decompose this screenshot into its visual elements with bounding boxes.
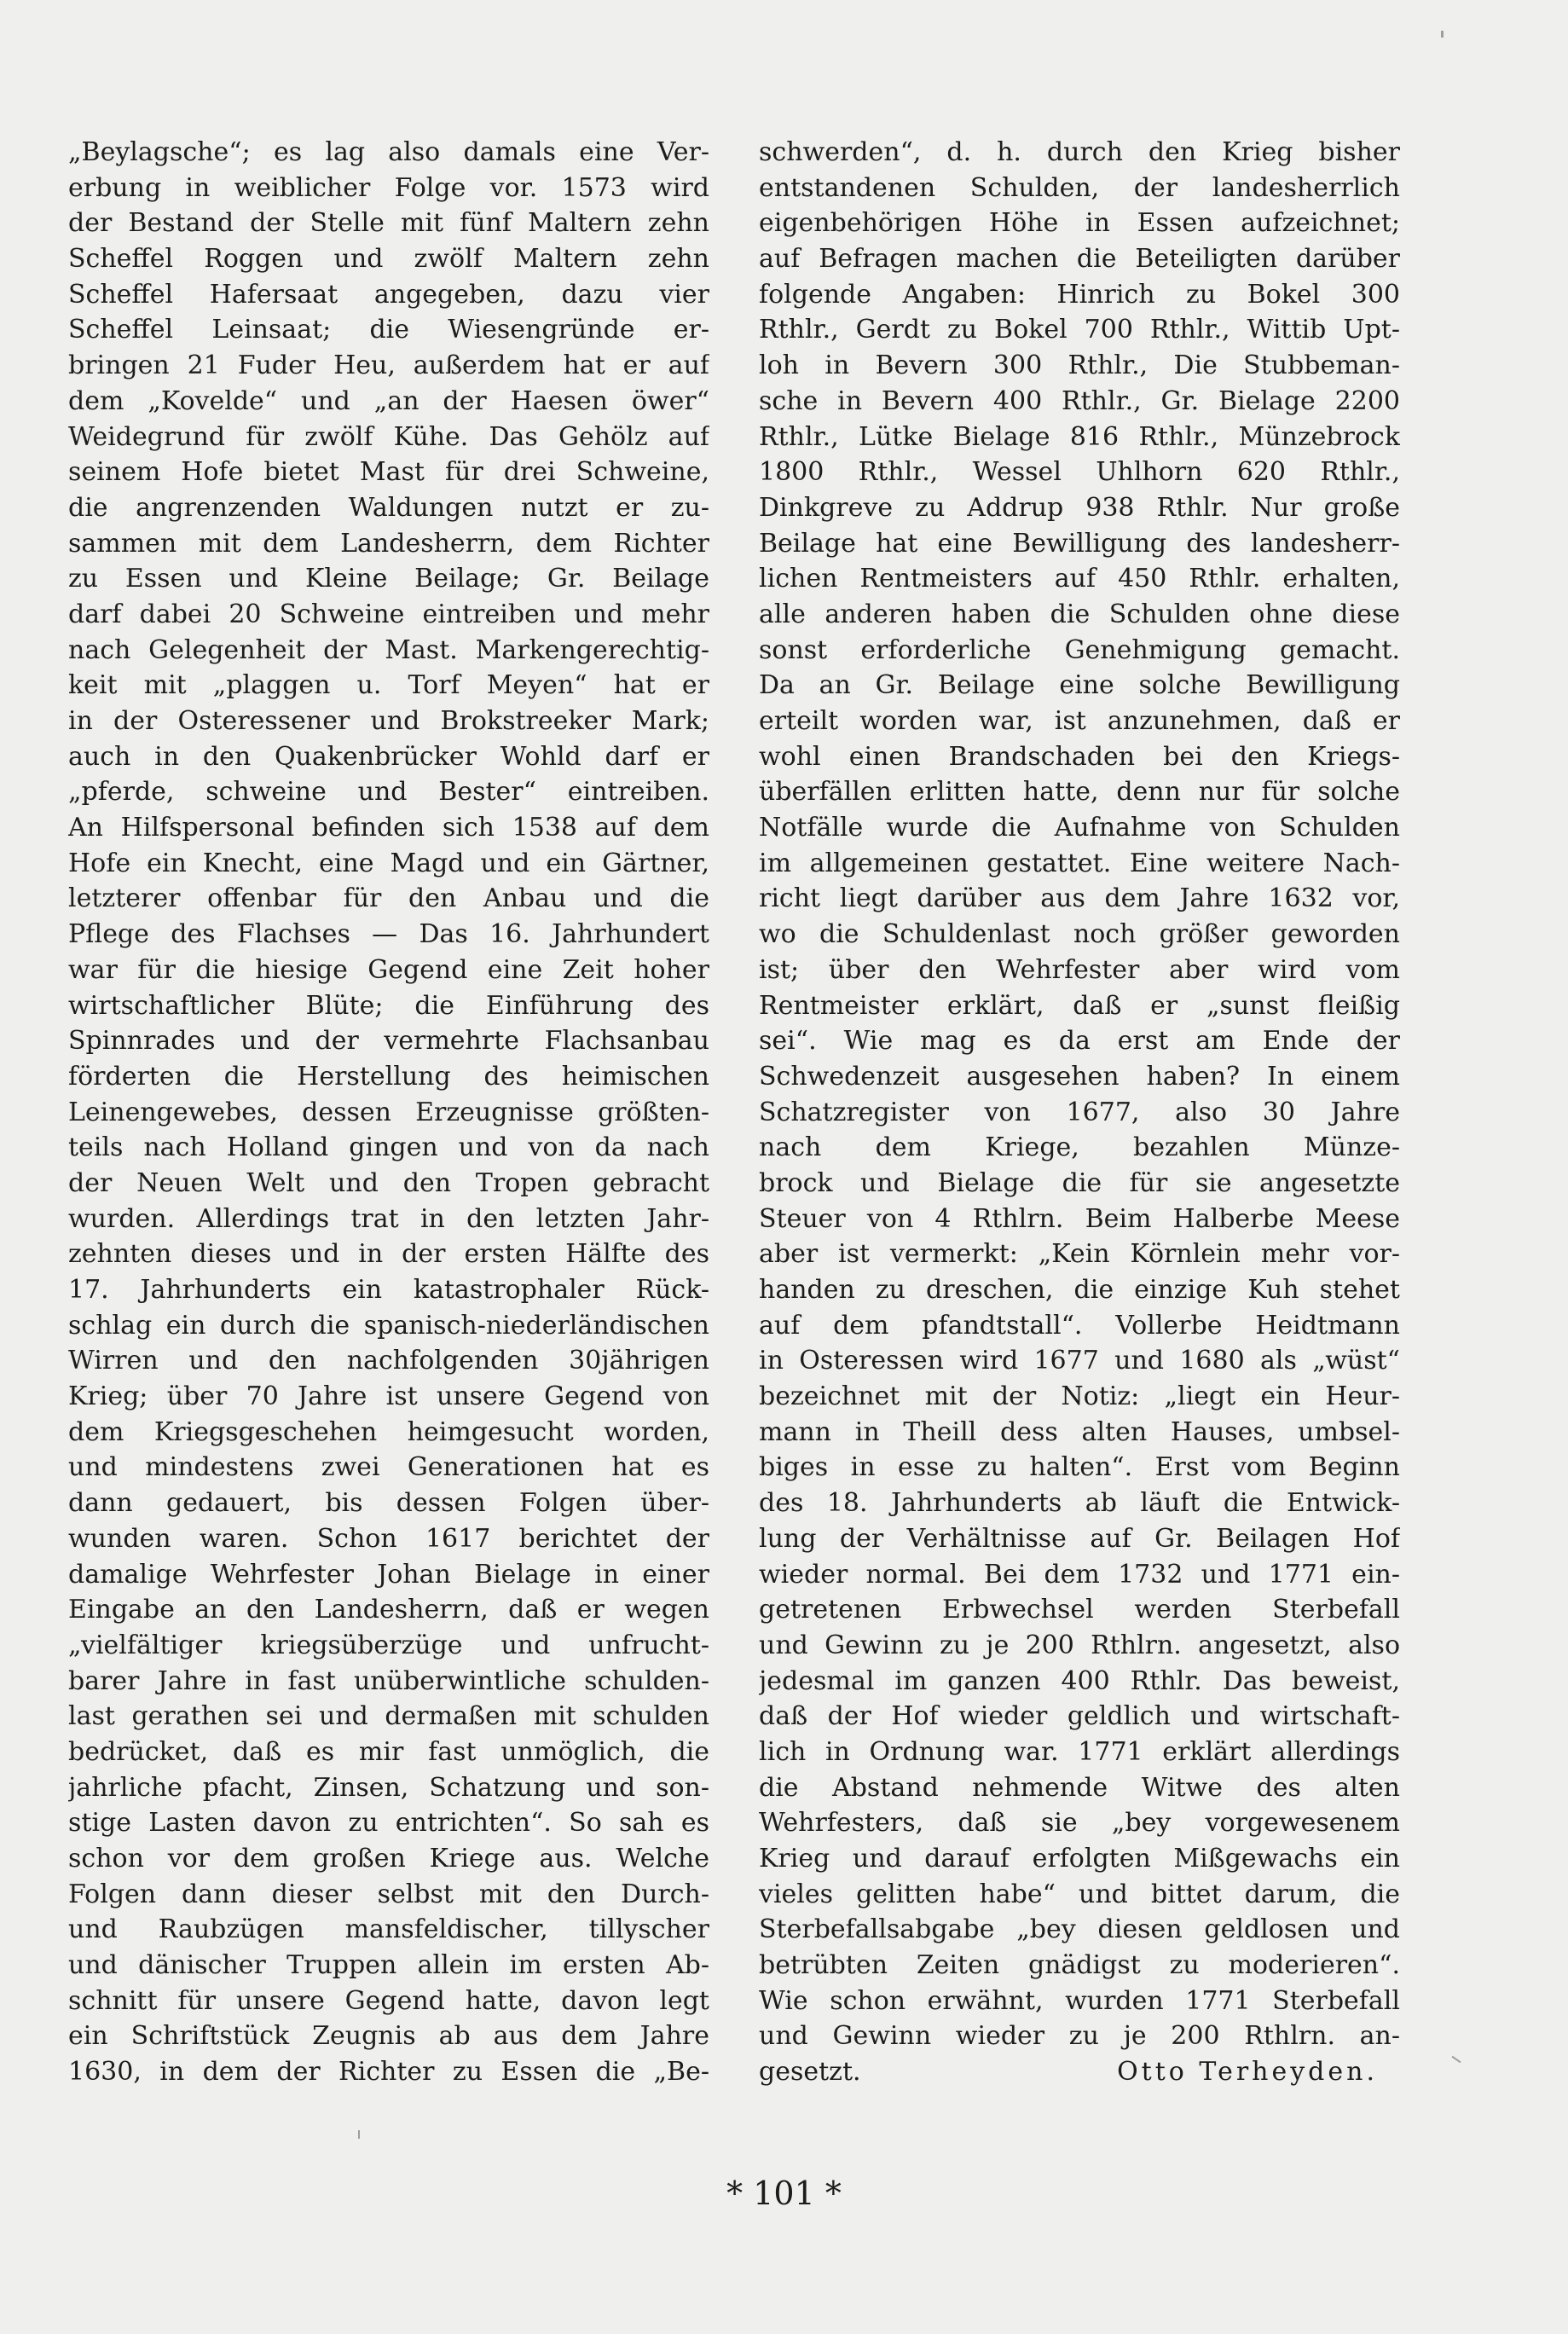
text-line: und Gewinn wieder zu je 200 Rthlrn. an- bbox=[759, 2021, 1400, 2052]
text-line: lichen Rentmeisters auf 450 Rthlr. erhalten, bbox=[759, 564, 1400, 594]
text-line: Rthlr., Lütke Bielage 816 Rthlr., Münzebrock bbox=[759, 421, 1400, 452]
text-line: ein Schriftstück Zeugnis ab aus dem Jahre bbox=[68, 2021, 709, 2052]
text-line: 1630, in dem der Richter zu Essen die „Be- bbox=[68, 2057, 709, 2088]
article-column-left bbox=[68, 135, 709, 2090]
text-line: des 18. Jahrhunderts ab läuft die Entwick- bbox=[759, 1488, 1400, 1519]
text-line: darf dabei 20 Schweine eintreiben und mehr bbox=[68, 599, 709, 629]
text-line: im allgemeinen gestattet. Eine weitere Nach- bbox=[759, 848, 1400, 878]
text-line: alle anderen haben die Schulden ohne diese bbox=[759, 599, 1400, 629]
text-line: folgende Angaben: Hinrich zu Bokel 300 bbox=[759, 279, 1400, 310]
text-line: wirtschaftlicher Blüte; die Einführung des bbox=[68, 990, 709, 1021]
text-line: in der Osteressener und Brokstreeker Mark; bbox=[68, 706, 709, 736]
text-line: bedrücket, daß es mir fast unmöglich, die bbox=[68, 1736, 709, 1767]
text-line: „pferde, schweine und Bester“ eintreiben. bbox=[68, 777, 709, 808]
text-line: schwerden“, d. h. durch den Krieg bisher bbox=[759, 137, 1400, 167]
text-line: Krieg; über 70 Jahre ist unsere Gegend von bbox=[68, 1381, 709, 1412]
text-line: zu Essen und Kleine Beilage; Gr. Beilage bbox=[68, 564, 709, 594]
text-line: dem „Kovelde“ und „an der Haesen öwer“ bbox=[68, 385, 709, 416]
text-line: auf Befragen machen die Beteiligten darüber bbox=[759, 244, 1400, 275]
text-line: sammen mit dem Landesherrn, dem Richter bbox=[68, 528, 709, 559]
text-line: eigenbehörigen Höhe in Essen aufzeichnet; bbox=[759, 208, 1400, 239]
text-line: sche in Bevern 400 Rthlr., Gr. Bielage 2200 bbox=[759, 385, 1400, 416]
text-line: 1800 Rthlr., Wessel Uhlhorn 620 Rthlr., bbox=[759, 457, 1400, 488]
text-line: wunden waren. Schon 1617 berichtet der bbox=[68, 1523, 709, 1554]
text-line: entstandenen Schulden, der landesherrlich bbox=[759, 172, 1400, 203]
text-line: Weidegrund für zwölf Kühe. Das Gehölz auf bbox=[68, 421, 709, 452]
text-line: vieles gelitten habe“ und bittet darum, die bbox=[759, 1879, 1400, 1909]
text-line: jahrliche pfacht, Zinsen, Schatzung und son- bbox=[68, 1772, 709, 1803]
scan-speck bbox=[358, 2130, 360, 2139]
text-line: Notfälle wurde die Aufnahme von Schulden bbox=[759, 813, 1400, 843]
closing-text: gesetzt. bbox=[759, 2057, 861, 2088]
text-line: Wie schon erwähnt, wurden 1771 Sterbefall bbox=[759, 1985, 1400, 2016]
text-line: in Osteressen wird 1677 und 1680 als „wüst“ bbox=[759, 1346, 1400, 1376]
text-line: Wirren und den nachfolgenden 30jährigen bbox=[68, 1346, 709, 1376]
text-line: daß der Hof wieder geldlich und wirtschaft- bbox=[759, 1701, 1400, 1732]
text-line: schlag ein durch die spanisch-niederländischen bbox=[68, 1310, 709, 1341]
text-line: war für die hiesige Gegend eine Zeit hoher bbox=[68, 954, 709, 985]
page-number: * 101 * bbox=[726, 2175, 842, 2212]
text-line: „Beylagsche“; es lag also damals eine Ver- bbox=[68, 137, 709, 167]
text-line: letzterer offenbar für den Anbau und die bbox=[68, 883, 709, 914]
text-line: Folgen dann dieser selbst mit den Durch- bbox=[68, 1879, 709, 1909]
author-signature: Otto Terheyden. bbox=[1117, 2057, 1378, 2088]
text-line: Scheffel Hafersaat angegeben, dazu vier bbox=[68, 279, 709, 310]
text-line: Leinengewebes, dessen Erzeugnisse größten- bbox=[68, 1097, 709, 1127]
text-line: An Hilfspersonal befinden sich 1538 auf dem bbox=[68, 813, 709, 843]
text-line: Da an Gr. Beilage eine solche Bewilligung bbox=[759, 670, 1400, 701]
text-line: Schwedenzeit ausgesehen haben? In einem bbox=[759, 1061, 1400, 1092]
text-line: erteilt worden war, ist anzunehmen, daß er bbox=[759, 706, 1400, 736]
text-line: Scheffel Roggen und zwölf Maltern zehn bbox=[68, 244, 709, 275]
text-line: mann in Theill dess alten Hauses, umbsel- bbox=[759, 1416, 1400, 1447]
text-line: Pflege des Flachses — Das 16. Jahrhundert bbox=[68, 919, 709, 950]
text-line: Steuer von 4 Rthlrn. Beim Halberbe Meese bbox=[759, 1203, 1400, 1234]
text-line: wo die Schuldenlast noch größer geworden bbox=[759, 919, 1400, 950]
text-line: teils nach Holland gingen und von da nach bbox=[68, 1132, 709, 1163]
text-line: lich in Ordnung war. 1771 erklärt allerdings bbox=[759, 1736, 1400, 1767]
text-line: nach dem Kriege, bezahlen Münze- bbox=[759, 1132, 1400, 1163]
text-line: 17. Jahrhunderts ein katastrophaler Rück- bbox=[68, 1275, 709, 1305]
text-line: last gerathen sei und dermaßen mit schulden bbox=[68, 1701, 709, 1732]
text-line: und Raubzügen mansfeldischer, tillyscher bbox=[68, 1914, 709, 1945]
text-line: der Neuen Welt und den Tropen gebracht bbox=[68, 1167, 709, 1198]
text-line: und Gewinn zu je 200 Rthlrn. angesetzt, also bbox=[759, 1630, 1400, 1660]
text-line: keit mit „plaggen u. Torf Meyen“ hat er bbox=[68, 670, 709, 701]
text-line: Hofe ein Knecht, eine Magd und ein Gärtner, bbox=[68, 848, 709, 878]
text-line: und dänischer Truppen allein im ersten Ab- bbox=[68, 1950, 709, 1981]
text-line: stige Lasten davon zu entrichten“. So sah es bbox=[68, 1808, 709, 1839]
scan-speck bbox=[1452, 2056, 1461, 2064]
text-line: der Bestand der Stelle mit fünf Maltern zehn bbox=[68, 208, 709, 239]
text-line: damalige Wehrfester Johan Bielage in einer bbox=[68, 1559, 709, 1590]
text-line: biges in esse zu halten“. Erst vom Beginn bbox=[759, 1452, 1400, 1483]
text-line: getretenen Erbwechsel werden Sterbefall bbox=[759, 1595, 1400, 1625]
text-line: wieder normal. Bei dem 1732 und 1771 ein- bbox=[759, 1559, 1400, 1590]
text-line: überfällen erlitten hatte, denn nur für solche bbox=[759, 777, 1400, 808]
text-line: dann gedauert, bis dessen Folgen über- bbox=[68, 1488, 709, 1519]
scan-speck bbox=[1441, 31, 1444, 38]
text-line: bezeichnet mit der Notiz: „liegt ein Heur- bbox=[759, 1381, 1400, 1412]
text-line: förderten die Herstellung des heimischen bbox=[68, 1061, 709, 1092]
text-line: Schatzregister von 1677, also 30 Jahre bbox=[759, 1097, 1400, 1127]
text-line: loh in Bevern 300 Rthlr., Die Stubbeman- bbox=[759, 350, 1400, 381]
text-line: barer Jahre in fast unüberwintliche schulden- bbox=[68, 1665, 709, 1696]
text-line: Eingabe an den Landesherrn, daß er wegen bbox=[68, 1595, 709, 1625]
text-line: Dinkgreve zu Addrup 938 Rthlr. Nur große bbox=[759, 492, 1400, 523]
text-line: aber ist vermerkt: „Kein Körnlein mehr vor- bbox=[759, 1239, 1400, 1270]
text-line: auch in den Quakenbrücker Wohld darf er bbox=[68, 741, 709, 772]
text-line: Beilage hat eine Bewilligung des landesherr- bbox=[759, 528, 1400, 559]
text-line: und mindestens zwei Generationen hat es bbox=[68, 1452, 709, 1483]
text-line: Rthlr., Gerdt zu Bokel 700 Rthlr., Wittib Upt- bbox=[759, 315, 1400, 345]
text-line: wurden. Allerdings trat in den letzten Jahr- bbox=[68, 1203, 709, 1234]
article-column-right bbox=[759, 135, 1400, 2090]
text-line: seinem Hofe bietet Mast für drei Schweine, bbox=[68, 457, 709, 488]
text-line: betrübten Zeiten gnädigst zu moderieren“. bbox=[759, 1950, 1400, 1981]
text-line: Rentmeister erklärt, daß er „sunst fleißig bbox=[759, 990, 1400, 1021]
text-line: „vielfältiger kriegsüberzüge und unfrucht- bbox=[68, 1630, 709, 1660]
text-line: schon vor dem großen Kriege aus. Welche bbox=[68, 1844, 709, 1874]
text-line: erbung in weiblicher Folge vor. 1573 wird bbox=[68, 172, 709, 203]
text-line: ist; über den Wehrfester aber wird vom bbox=[759, 954, 1400, 985]
text-line: auf dem pfandtstall“. Vollerbe Heidtmann bbox=[759, 1310, 1400, 1341]
text-line: bringen 21 Fuder Heu, außerdem hat er auf bbox=[68, 350, 709, 381]
text-line: Krieg und darauf erfolgten Mißgewachs ein bbox=[759, 1844, 1400, 1874]
text-line: nach Gelegenheit der Mast. Markengerechtig- bbox=[68, 634, 709, 665]
text-line: Spinnrades und der vermehrte Flachsanbau bbox=[68, 1026, 709, 1057]
text-line: die angrenzenden Waldungen nutzt er zu- bbox=[68, 492, 709, 523]
text-line: Scheffel Leinsaat; die Wiesengründe er- bbox=[68, 315, 709, 345]
text-line: schnitt für unsere Gegend hatte, davon legt bbox=[68, 1985, 709, 2016]
text-line: handen zu dreschen, die einzige Kuh stehet bbox=[759, 1275, 1400, 1305]
text-line: zehnten dieses und in der ersten Hälfte des bbox=[68, 1239, 709, 1270]
text-line: dem Kriegsgeschehen heimgesucht worden, bbox=[68, 1416, 709, 1447]
text-line: richt liegt darüber aus dem Jahre 1632 vor, bbox=[759, 883, 1400, 914]
text-line: Wehrfesters, daß sie „bey vorgewesenem bbox=[759, 1808, 1400, 1839]
text-line: wohl einen Brandschaden bei den Kriegs- bbox=[759, 741, 1400, 772]
text-line: sei“. Wie mag es da erst am Ende der bbox=[759, 1026, 1400, 1057]
text-line: Sterbefallsabgabe „bey diesen geldlosen und bbox=[759, 1914, 1400, 1945]
text-line: brock und Bielage die für sie angesetzte bbox=[759, 1167, 1400, 1198]
text-line: jedesmal im ganzen 400 Rthlr. Das beweist, bbox=[759, 1665, 1400, 1696]
text-line: lung der Verhältnisse auf Gr. Beilagen Hof bbox=[759, 1523, 1400, 1554]
closing-line bbox=[759, 2054, 1400, 2090]
text-line: sonst erforderliche Genehmigung gemacht. bbox=[759, 634, 1400, 665]
text-line: die Abstand nehmende Witwe des alten bbox=[759, 1772, 1400, 1803]
